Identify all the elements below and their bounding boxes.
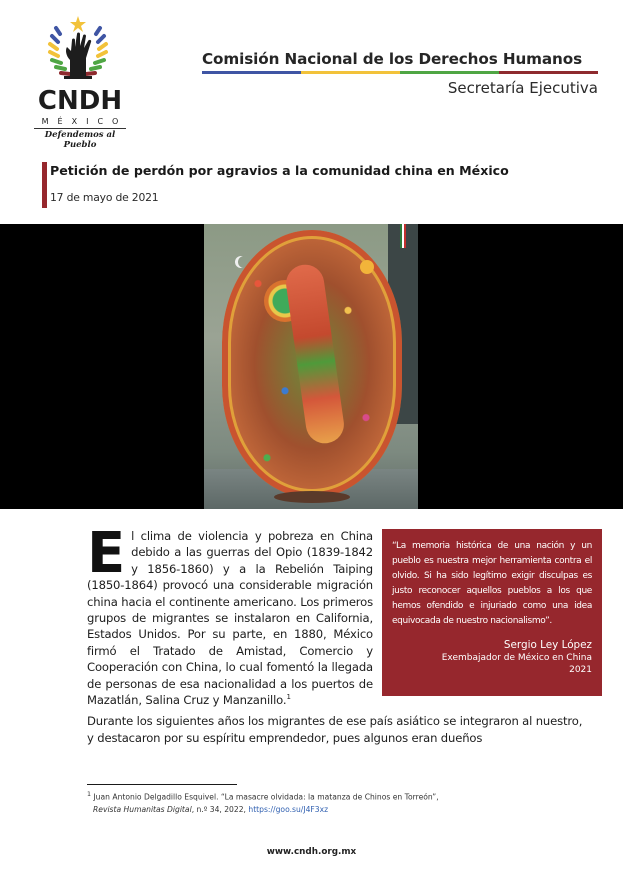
drop-cap: E (87, 521, 126, 586)
paragraph-1-text: l clima de violencia y pobreza en China debido a las guerras del Opio (1839-1842 y 1856-1860) y a la Rebelión Taiping (1850-1864) provocó una considerable migración china hacia el continente americano. Los primeros grupos de migrantes se instalaron en California, Estados Unidos. Por su parte, en 1880, México firmó el Tratado de Amistad, Comercio y Cooperación con China, lo cual fomentó la llegada de personas de esa nacionalidad a los puertos de Mazatlán, Salina Cruz y Manzanillo. (87, 529, 373, 708)
title-accent-bar (42, 162, 47, 208)
raised-hand-laurel-icon (42, 14, 114, 86)
quote-text: “La memoria histórica de una nación y un pueblo es nuestra mejor herramienta contra el olvido. Si ha sido legítimo exigir disculpas es justo reconocer aquellos pueblos a los que hemos ofendido e injuriado como una idea equivocada de nuestro nacionalismo”. (392, 541, 592, 626)
photo-band (0, 224, 623, 509)
body-paragraph-2: Durante los siguientes años los migrantes de ese país asiático se integraron al nuestro, y destacaron por su espíritu emprendedor, pues algunos eran dueños (87, 714, 583, 745)
logo-country: MÉXICO (41, 117, 128, 126)
footnote-divider (87, 784, 237, 785)
document-title: Petición de perdón por agravios a la comunidad china en México (50, 163, 509, 178)
quote-author: Sergio Ley López (503, 639, 592, 651)
cndh-logo (22, 10, 132, 150)
footnote-link[interactable]: https://goo.su/J4F3xz (248, 804, 329, 814)
quote-author-role: Exembajador de México en China (441, 653, 592, 663)
sculpture-base (274, 491, 350, 503)
logo-wordmark: CNDH (37, 86, 123, 116)
rule-segment-blue (202, 71, 301, 74)
document-date: 17 de mayo de 2021 (50, 191, 159, 204)
organization-name: Comisión Nacional de los Derechos Humanos (202, 50, 583, 68)
photo-tree-of-life (204, 224, 418, 509)
rule-segment-green (400, 71, 499, 74)
pull-quote-box (382, 529, 602, 696)
logo-slogan: Defendemos al Pueblo (44, 130, 116, 150)
body-paragraph-1 (87, 521, 373, 708)
sun-ornament (360, 260, 374, 274)
rule-segment-yellow (301, 71, 400, 74)
rule-segment-red (499, 71, 598, 74)
footnote-issue: , n.º 34, 2022, (191, 804, 249, 814)
website-url[interactable]: www.cndh.org.mx (266, 847, 357, 857)
footnote-journal: Revista Humanitas Digital (93, 804, 192, 814)
logo-divider (34, 128, 126, 129)
footnote (87, 789, 527, 816)
footnote-number: 1 (87, 791, 92, 798)
quote-year: 2021 (569, 665, 592, 675)
mexican-flag (400, 224, 406, 248)
footnote-citation: Juan Antonio Delgadillo Esquivel. “La masacre olvidada: la matanza de Chinos en Torreón”, (91, 792, 439, 802)
footnote-reference[interactable]: 1 (286, 693, 291, 702)
department-name: Secretaría Ejecutiva (447, 79, 598, 97)
footnote-line-2 (87, 804, 527, 816)
moon-ornament (238, 256, 250, 268)
footnote-line-1 (87, 789, 527, 804)
tricolor-divider (202, 71, 598, 74)
